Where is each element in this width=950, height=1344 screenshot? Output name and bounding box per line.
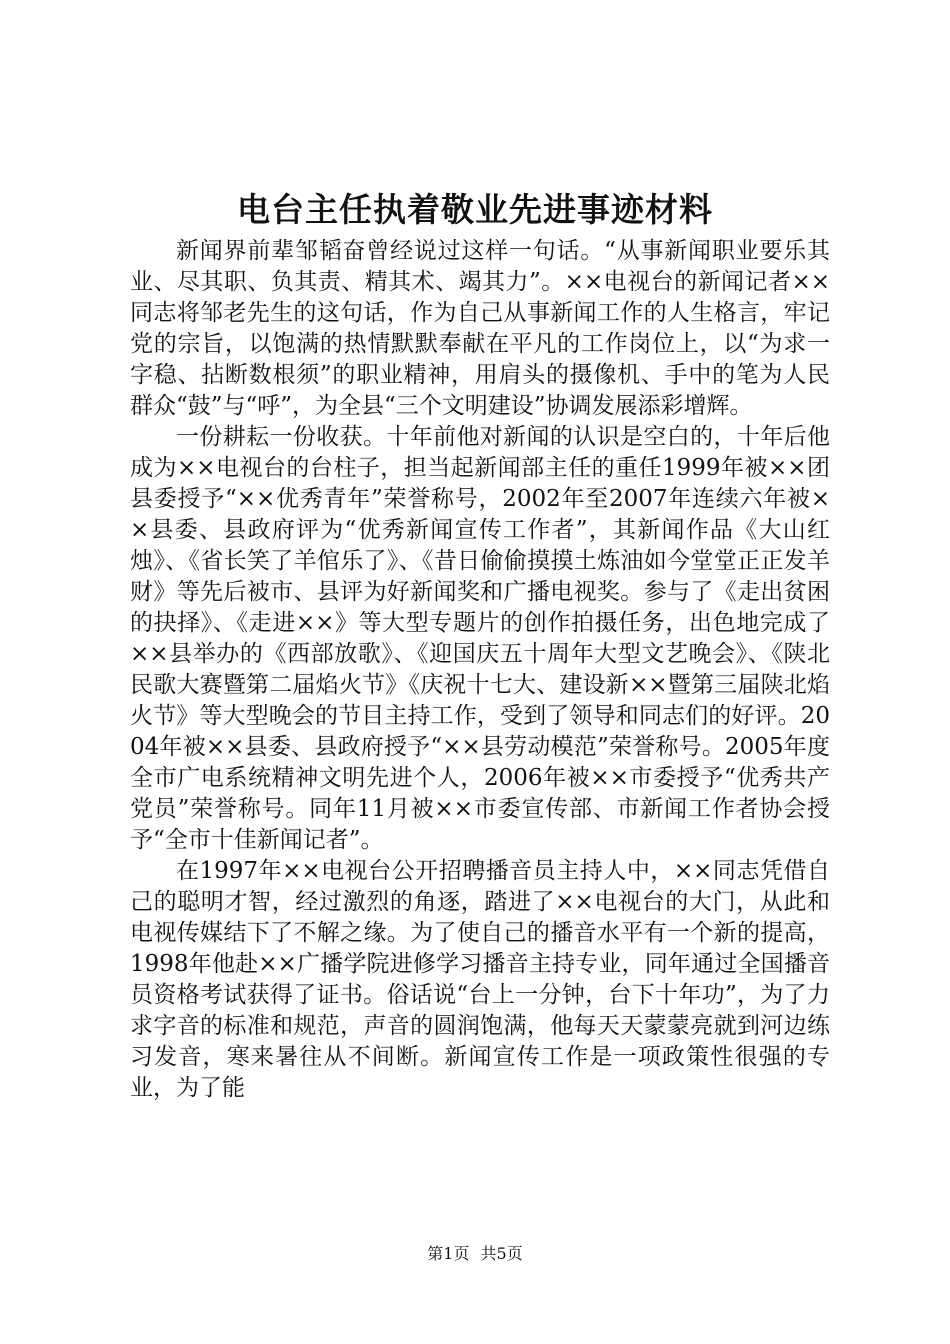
document-body — [130, 236, 830, 1104]
page-number: 第1页 — [427, 1244, 470, 1263]
paragraph: 一份耕耘一份收获。十年前他对新闻的认识是空白的，十年后他成为××电视台的台柱子，担当起新闻部主任的重任1999年被××团县委授予“××优秀青年”荣誉称号，2002年至2007年连续六年被××县委、县政府评为“优秀新闻宣传工作者”，其新闻作品《大山红烛》、《省长笑了羊倌乐了》、《昔日偷偷摸摸土炼油如今堂堂正正发羊财》等先后被市、县评为好新闻奖和广播电视奖。参与了《走出贫困的抉择》、《走进××》等大型专题片的创作拍摄任务，出色地完成了××县举办的《西部放歌》、《迎国庆五十周年大型文艺晚会》、《陕北民歌大赛暨第二届焰火节》《庆祝十七大、建设新××暨第三届陕北焰火节》等大型晚会的节目主持工作，受到了领导和同志们的好评。2004年被××县委、县政府授予“××县劳动模范”荣誉称号。2005年度全市广电系统精神文明先进个人，2006年被××市委授予“优秀共产党员”荣誉称号。同年11月被××市委宣传部、市新闻工作者协会授予“全市十佳新闻记者”。 — [130, 424, 830, 853]
document-title: 电台主任执着敬业先进事迹材料 — [237, 190, 713, 229]
paragraph: 在1997年××电视台公开招聘播音员主持人中，××同志凭借自己的聪明才智，经过激烈的角逐，踏进了××电视台的大门，从此和电视传媒结下了不解之缘。为了使自己的播音水平有一个新的提高，1998年他赴××广播学院进修学习播音主持专业，同年通过全国播音员资格考试获得了证书。俗话说“台上一分钟，台下十年功”，为了力求字音的标准和规范，声音的圆润饱满，他每天天蒙蒙亮就到河边练习发音，寒来暑往从不间断。新闻宣传工作是一项政策性很强的专业，为了能 — [130, 858, 830, 1101]
page-footer — [0, 1243, 950, 1265]
paragraph: 新闻界前辈邹韬奋曾经说过这样一句话。“从事新闻职业要乐其业、尽其职、负其责、精其术、竭其力”。××电视台的新闻记者××同志将邹老先生的这句话，作为自己从事新闻工作的人生格言，牢记党的宗旨，以饱满的热情默默奉献在平凡的工作岗位上，以“为求一字稳、拈断数根须”的职业精神，用肩头的摄像机、手中的笔为人民群众“鼓”与“呼”，为全县“三个文明建设”协调发展添彩增辉。 — [130, 238, 830, 419]
page-total: 共5页 — [480, 1244, 523, 1263]
